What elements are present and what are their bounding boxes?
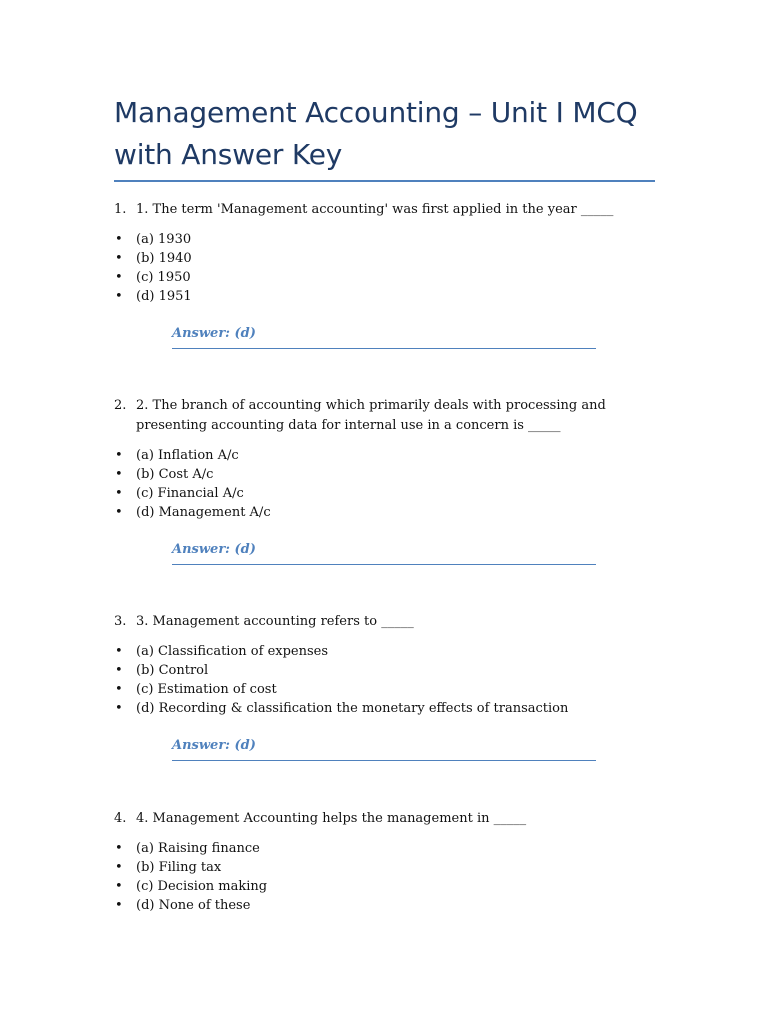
option-text: (b) Cost A/c: [136, 467, 214, 482]
question-text: 4. Management Accounting helps the management in _____: [136, 811, 527, 826]
question-2: [114, 396, 634, 565]
question-1: [114, 200, 634, 349]
option-text: (a) Classification of expenses: [136, 644, 329, 659]
option-item: [114, 249, 634, 268]
option-text: (c) Financial A/c: [136, 486, 244, 501]
option-item: [114, 699, 634, 718]
question-text: 2. The branch of accounting which primarily deals with processing and presenting accounting data for internal use in a concern is _____: [136, 398, 606, 433]
option-text: (b) Filing tax: [136, 860, 222, 875]
question-stem: [114, 809, 634, 829]
question-text: 1. The term 'Management accounting' was first applied in the year _____: [136, 202, 614, 217]
bullet-icon: •: [115, 860, 123, 875]
bullet-icon: •: [115, 505, 123, 520]
title-divider: [114, 180, 655, 182]
answer-key: Answer: (d): [172, 737, 596, 761]
bullet-icon: •: [115, 289, 123, 304]
answer-key: Answer: (d): [172, 541, 596, 565]
bullet-icon: •: [115, 251, 123, 266]
options-list: [114, 839, 634, 915]
option-text: (b) Control: [136, 663, 209, 678]
option-item: [114, 287, 634, 306]
bullet-icon: •: [115, 467, 123, 482]
option-text: (a) Inflation A/c: [136, 448, 239, 463]
option-text: (c) Decision making: [136, 879, 268, 894]
question-number: 3.: [114, 614, 127, 629]
question-4: [114, 809, 634, 915]
question-3: [114, 612, 634, 761]
option-text: (b) 1940: [136, 251, 192, 266]
option-item: [114, 230, 634, 249]
option-item: [114, 446, 634, 465]
option-text: (d) None of these: [136, 898, 251, 913]
question-stem: [114, 396, 634, 436]
option-text: (c) Estimation of cost: [136, 682, 277, 697]
options-list: [114, 642, 634, 718]
option-text: (d) Recording & classification the monetary effects of transaction: [136, 701, 569, 716]
option-item: [114, 465, 634, 484]
option-item: [114, 503, 634, 522]
option-text: (c) 1950: [136, 270, 191, 285]
bullet-icon: •: [115, 841, 123, 856]
option-text: (a) 1930: [136, 232, 192, 247]
bullet-icon: •: [115, 879, 123, 894]
bullet-icon: •: [115, 701, 123, 716]
question-stem: [114, 612, 634, 632]
answer-key: Answer: (d): [172, 325, 596, 349]
bullet-icon: •: [115, 644, 123, 659]
option-item: [114, 896, 634, 915]
bullet-icon: •: [115, 898, 123, 913]
option-item: [114, 484, 634, 503]
bullet-icon: •: [115, 663, 123, 678]
page-title: Management Accounting – Unit I MCQ with Answer Key: [114, 96, 638, 171]
question-stem: [114, 200, 634, 220]
options-list: [114, 230, 634, 306]
bullet-icon: •: [115, 682, 123, 697]
question-text: 3. Management accounting refers to _____: [136, 614, 414, 629]
bullet-icon: •: [115, 270, 123, 285]
option-item: [114, 642, 634, 661]
option-item: [114, 680, 634, 699]
bullet-icon: •: [115, 448, 123, 463]
option-item: [114, 661, 634, 680]
question-number: 1.: [114, 202, 127, 217]
option-text: (a) Raising finance: [136, 841, 260, 856]
option-item: [114, 877, 634, 896]
question-number: 4.: [114, 811, 127, 826]
options-list: [114, 446, 634, 522]
option-item: [114, 839, 634, 858]
bullet-icon: •: [115, 486, 123, 501]
option-text: (d) 1951: [136, 289, 192, 304]
bullet-icon: •: [115, 232, 123, 247]
option-item: [114, 858, 634, 877]
option-item: [114, 268, 634, 287]
question-number: 2.: [114, 398, 127, 413]
option-text: (d) Management A/c: [136, 505, 271, 520]
